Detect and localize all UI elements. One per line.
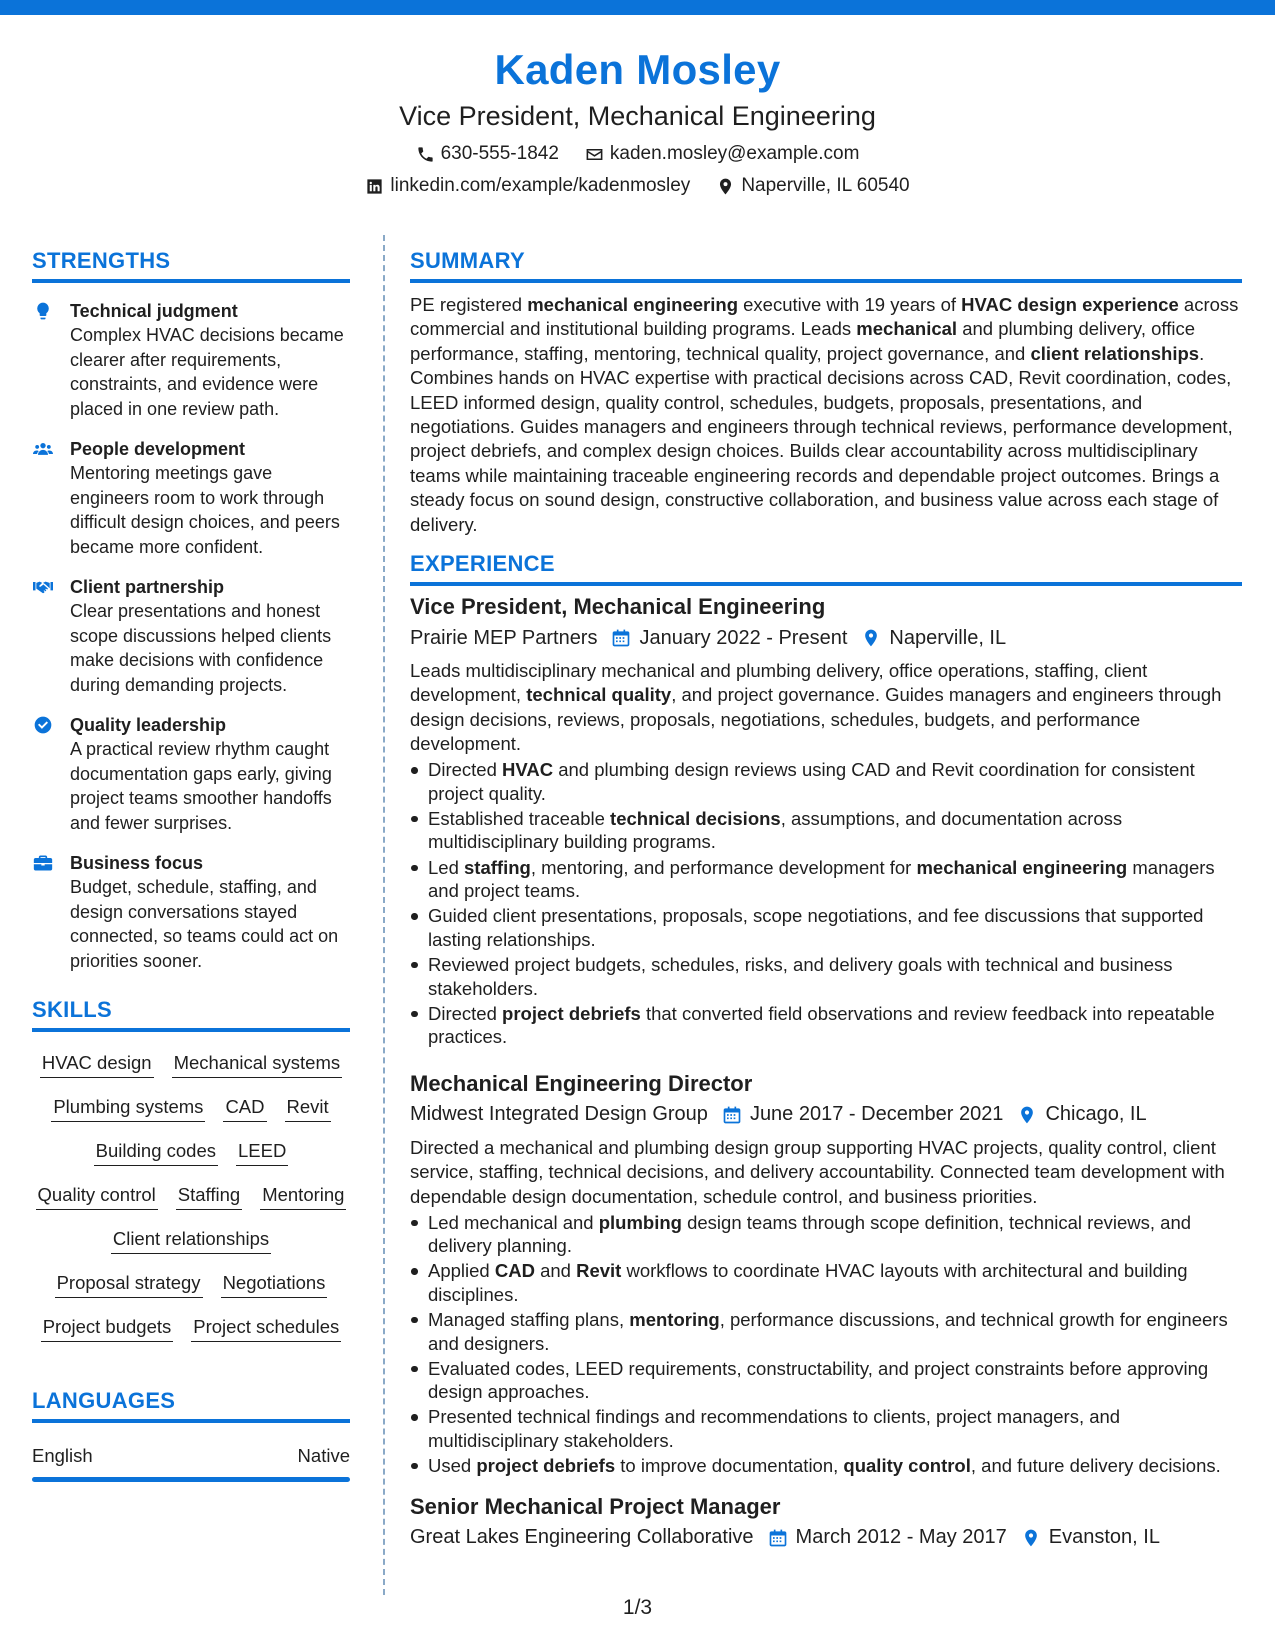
- skill-tag: Mentoring: [260, 1182, 346, 1210]
- job-bullet: Presented technical findings and recommendations to clients, project managers, and multidisciplinary stakeholders.: [410, 1405, 1242, 1452]
- calendar-icon: [611, 628, 631, 648]
- strength-title: Business focus: [70, 853, 204, 873]
- skill-tag: Client relationships: [111, 1226, 271, 1254]
- skill-tag: Quality control: [36, 1182, 158, 1210]
- right-column: [410, 248, 1242, 1552]
- skills-heading: SKILLS: [32, 997, 350, 1032]
- strength-item: [32, 299, 350, 421]
- calendar-icon: [768, 1528, 788, 1548]
- job-location: Naperville, IL: [889, 626, 1007, 649]
- skill-tag: Proposal strategy: [55, 1270, 203, 1298]
- handshake-icon: [32, 577, 54, 597]
- job-dates: January 2022 - Present: [639, 626, 848, 649]
- experience-list: [410, 592, 1242, 1552]
- skill-tag: Negotiations: [221, 1270, 328, 1298]
- job-location: Chicago, IL: [1045, 1103, 1147, 1126]
- map-pin-icon: [1017, 1105, 1037, 1125]
- job-company: Midwest Integrated Design Group: [410, 1103, 708, 1126]
- contact-row-2: [0, 174, 1275, 198]
- strength-desc: Complex HVAC decisions became clearer after requirements, constraints, and evidence were placed in one review path.: [70, 325, 344, 419]
- strength-title: Quality leadership: [70, 715, 227, 735]
- strength-item: [32, 851, 350, 973]
- email-text[interactable]: kaden.mosley@example.com: [609, 143, 860, 164]
- location-text: Naperville, IL 60540: [741, 175, 910, 196]
- job-company: Prairie MEP Partners: [410, 626, 598, 649]
- strength-item: [32, 575, 350, 697]
- skill-tag: HVAC design: [40, 1050, 154, 1078]
- language-level: Native: [297, 1445, 350, 1466]
- job-bullet: Applied CAD and Revit workflows to coordinate HVAC layouts with architectural and building disciplines.: [410, 1259, 1242, 1306]
- skill-tag: Plumbing systems: [51, 1094, 205, 1122]
- page-number: 1/3: [622, 1596, 653, 1619]
- envelope-icon: [585, 145, 604, 164]
- phone-icon: [416, 145, 435, 164]
- summary-text: PE registered mechanical engineering executive with 19 years of HVAC design experience across commercial and institutional building programs. Leads mechanical and plumbing delivery, office performance, staffing, mentoring, technical quality, project governance, and client relationships. Combines hands on HVAC expertise with practical decisions across CAD, Revit coordination, codes, LEED informed design, quality control, schedules, budgets, proposals, presentations, and negotiations. Guides managers and engineers through technical reviews, performance development, project debriefs, and complex design choices. Builds clear accountability across multidisciplinary teams while maintaining traceable engineering records and dependable project outcomes. Brings a steady focus on sound design, constructive collaboration, and business value across each stage of delivery.: [410, 294, 1239, 535]
- experience-heading: EXPERIENCE: [410, 551, 1242, 586]
- strengths-heading: STRENGTHS: [32, 248, 350, 283]
- job-company: Great Lakes Engineering Collaborative: [410, 1526, 754, 1549]
- job-entry: [410, 1069, 1242, 1478]
- map-pin-icon: [861, 628, 881, 648]
- contact-row-1: [0, 142, 1275, 166]
- skill-tag: CAD: [223, 1094, 266, 1122]
- job-title: Vice President, Mechanical Engineering: [410, 594, 826, 620]
- job-entry: [410, 592, 1242, 1049]
- job-bullet: Led mechanical and plumbing design teams through scope definition, technical reviews, and delivery planning.: [410, 1211, 1242, 1258]
- users-icon: [32, 439, 54, 459]
- linkedin-text[interactable]: linkedin.com/example/kadenmosley: [390, 175, 691, 196]
- strength-desc: Mentoring meetings gave engineers room to work through difficult design choices, and peers became more confident.: [70, 463, 340, 557]
- check-circle-icon: [32, 715, 54, 735]
- language-proficiency-bar: [32, 1477, 350, 1482]
- job-bullets: [410, 1211, 1242, 1478]
- strength-desc: A practical review rhythm caught documentation gaps early, giving project teams smoother handoffs and fewer surprises.: [70, 739, 332, 833]
- job-description: Leads multidisciplinary mechanical and plumbing delivery, office operations, staffing, client development, technical quality, and project governance. Guides managers and engineers through design decisions, reviews, proposals, negotiations, schedules, budgets, and performance development.: [410, 660, 1222, 755]
- phone-contact: [416, 143, 559, 165]
- strength-title: People development: [70, 439, 246, 459]
- summary-heading: SUMMARY: [410, 248, 1242, 283]
- skill-tag: LEED: [236, 1138, 288, 1166]
- job-bullet: Evaluated codes, LEED requirements, constructability, and project constraints before approving design approaches.: [410, 1357, 1242, 1404]
- skill-tag: Mechanical systems: [172, 1050, 343, 1078]
- job-bullet: Guided client presentations, proposals, scope negotiations, and fee discussions that supported lasting relationships.: [410, 904, 1242, 951]
- strength-item: [32, 437, 350, 559]
- job-title: Senior Mechanical Project Manager: [410, 1493, 781, 1519]
- job-bullet: Used project debriefs to improve documentation, quality control, and future delivery decisions.: [410, 1454, 1242, 1478]
- strength-desc: Clear presentations and honest scope discussions helped clients make decisions with confidence during demanding projects.: [70, 601, 332, 695]
- skill-tag: Revit: [285, 1094, 331, 1122]
- job-description: Directed a mechanical and plumbing design group supporting HVAC projects, quality control, client service, staffing, technical decisions, and delivery accountability. Connected team development with dependable design documentation, schedule control, and business priorities.: [410, 1136, 1225, 1207]
- linkedin-contact[interactable]: [365, 175, 690, 197]
- job-meta: [410, 1524, 1242, 1552]
- linkedin-icon: [365, 177, 384, 196]
- job-bullet: Directed project debriefs that converted field observations and review feedback into repeatable practices.: [410, 1002, 1242, 1049]
- languages-heading: LANGUAGES: [32, 1388, 350, 1423]
- strength-desc: Budget, schedule, staffing, and design conversations stayed connected, so teams could act on priorities sooner.: [70, 877, 339, 971]
- job-title: Mechanical Engineering Director: [410, 1070, 753, 1096]
- job-meta: [410, 624, 1242, 652]
- candidate-title: Vice President, Mechanical Engineering: [399, 101, 876, 131]
- job-bullet: Established traceable technical decisions, assumptions, and documentation across multidisciplinary building programs.: [410, 807, 1242, 854]
- skill-tag: Building codes: [94, 1138, 218, 1166]
- job-meta: [410, 1101, 1242, 1129]
- location-contact: [716, 175, 909, 197]
- job-bullet: Managed staffing plans, mentoring, performance discussions, and technical growth for engineers and designers.: [410, 1308, 1242, 1355]
- map-pin-icon: [716, 177, 735, 196]
- top-accent-bar: [0, 0, 1275, 15]
- email-contact[interactable]: [585, 143, 860, 165]
- job-entry: [410, 1492, 1242, 1552]
- skill-tag: Staffing: [176, 1182, 242, 1210]
- lightbulb-icon: [32, 301, 54, 321]
- strengths-list: [32, 299, 350, 973]
- candidate-name: Kaden Mosley: [494, 46, 781, 93]
- job-bullet: Directed HVAC and plumbing design reviews using CAD and Revit coordination for consistent project quality.: [410, 758, 1242, 805]
- phone-text: 630-555-1842: [440, 143, 559, 164]
- strength-item: [32, 713, 350, 835]
- calendar-icon: [722, 1105, 742, 1125]
- skills-list: [32, 1050, 350, 1342]
- map-pin-icon: [1021, 1528, 1041, 1548]
- left-column: [32, 248, 350, 1482]
- language-name: English: [32, 1445, 93, 1466]
- job-bullet: Led staffing, mentoring, and performance development for mechanical engineering managers and project teams.: [410, 856, 1242, 903]
- language-row: [32, 1445, 350, 1467]
- job-dates: June 2017 - December 2021: [749, 1103, 1004, 1126]
- skill-tag: Project schedules: [191, 1314, 341, 1342]
- briefcase-icon: [32, 853, 54, 873]
- resume-header: [0, 40, 1275, 198]
- column-divider: [383, 235, 385, 1595]
- job-dates: March 2012 - May 2017: [795, 1526, 1007, 1549]
- job-location: Evanston, IL: [1048, 1526, 1160, 1549]
- job-bullet: Reviewed project budgets, schedules, risks, and delivery goals with technical and business stakeholders.: [410, 953, 1242, 1000]
- job-bullets: [410, 758, 1242, 1049]
- strength-title: Client partnership: [70, 577, 225, 597]
- strength-title: Technical judgment: [70, 301, 238, 321]
- skill-tag: Project budgets: [41, 1314, 174, 1342]
